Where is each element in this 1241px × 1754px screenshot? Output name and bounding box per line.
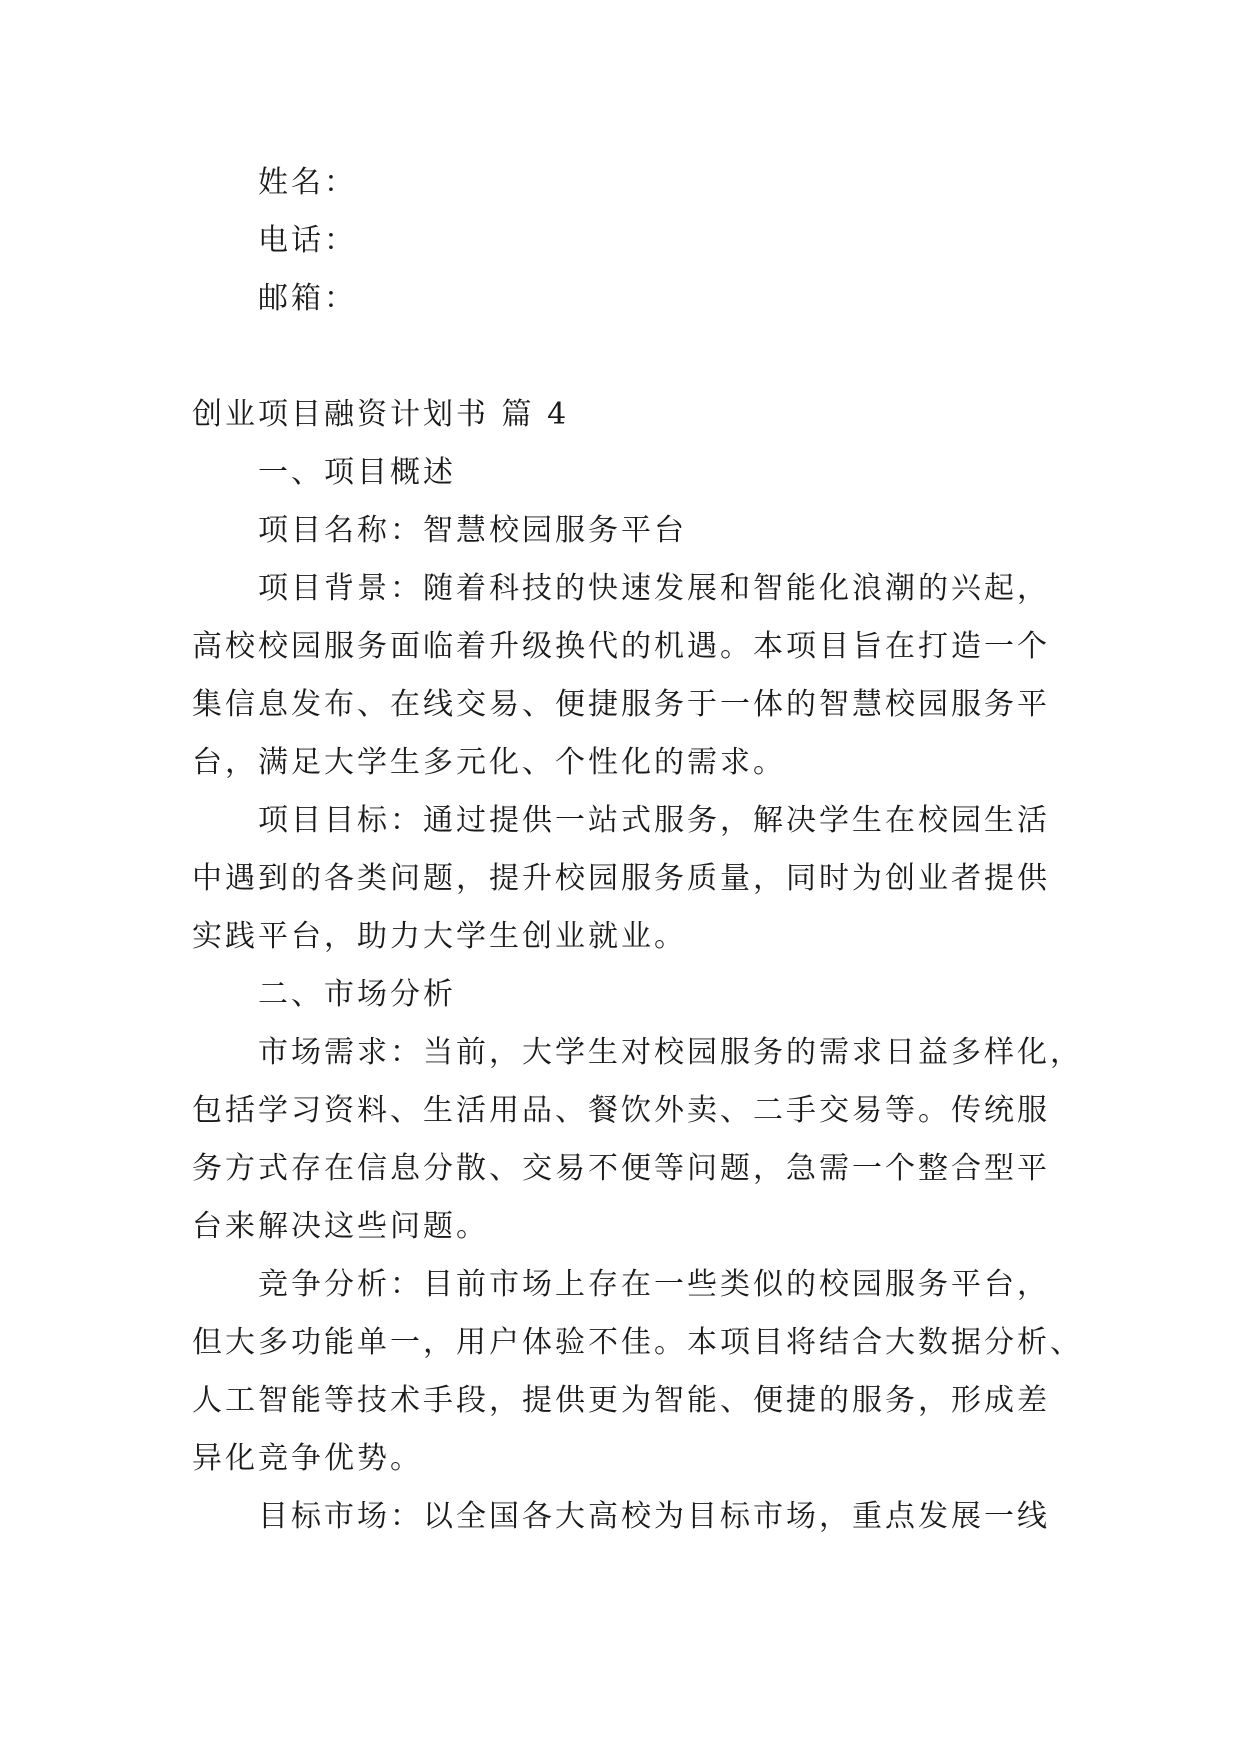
background-line-3: 集信息发布、在线交易、便捷服务于一体的智慧校园服务平 bbox=[192, 687, 1050, 722]
competition-line-1: 竞争分析：目前市场上存在一些类似的校园服务平台， bbox=[258, 1267, 1050, 1302]
section-title: 创业项目融资计划书 篇 4 bbox=[192, 397, 570, 432]
competition-line-2: 但大多功能单一，用户体验不佳。本项目将结合大数据分析、 bbox=[192, 1325, 1083, 1360]
demand-line-2: 包括学习资料、生活用品、餐饮外卖、二手交易等。传统服 bbox=[192, 1093, 1050, 1128]
demand-line-4: 台来解决这些问题。 bbox=[192, 1209, 489, 1244]
background-line-4: 台，满足大学生多元化、个性化的需求。 bbox=[192, 745, 786, 780]
heading-overview: 一、项目概述 bbox=[258, 455, 456, 490]
contact-name-label: 姓名： bbox=[258, 165, 357, 200]
background-line-1: 项目背景：随着科技的快速发展和智能化浪潮的兴起， bbox=[258, 571, 1050, 606]
goal-line-2: 中遇到的各类问题，提升校园服务质量，同时为创业者提供 bbox=[192, 861, 1050, 896]
competition-line-3: 人工智能等技术手段，提供更为智能、便捷的服务，形成差 bbox=[192, 1383, 1050, 1418]
target-line-1: 目标市场：以全国各大高校为目标市场，重点发展一线 bbox=[258, 1499, 1050, 1534]
goal-line-3: 实践平台，助力大学生创业就业。 bbox=[192, 919, 687, 954]
contact-email-label: 邮箱： bbox=[258, 281, 357, 316]
heading-market: 二、市场分析 bbox=[258, 977, 456, 1012]
project-name: 项目名称：智慧校园服务平台 bbox=[258, 513, 687, 548]
competition-line-4: 异化竞争优势。 bbox=[192, 1441, 423, 1476]
demand-line-1: 市场需求：当前，大学生对校园服务的需求日益多样化， bbox=[258, 1035, 1083, 1070]
goal-line-1: 项目目标：通过提供一站式服务，解决学生在校园生活 bbox=[258, 803, 1050, 838]
demand-line-3: 务方式存在信息分散、交易不便等问题，急需一个整合型平 bbox=[192, 1151, 1050, 1186]
contact-phone-label: 电话： bbox=[258, 223, 357, 258]
background-line-2: 高校校园服务面临着升级换代的机遇。本项目旨在打造一个 bbox=[192, 629, 1050, 664]
